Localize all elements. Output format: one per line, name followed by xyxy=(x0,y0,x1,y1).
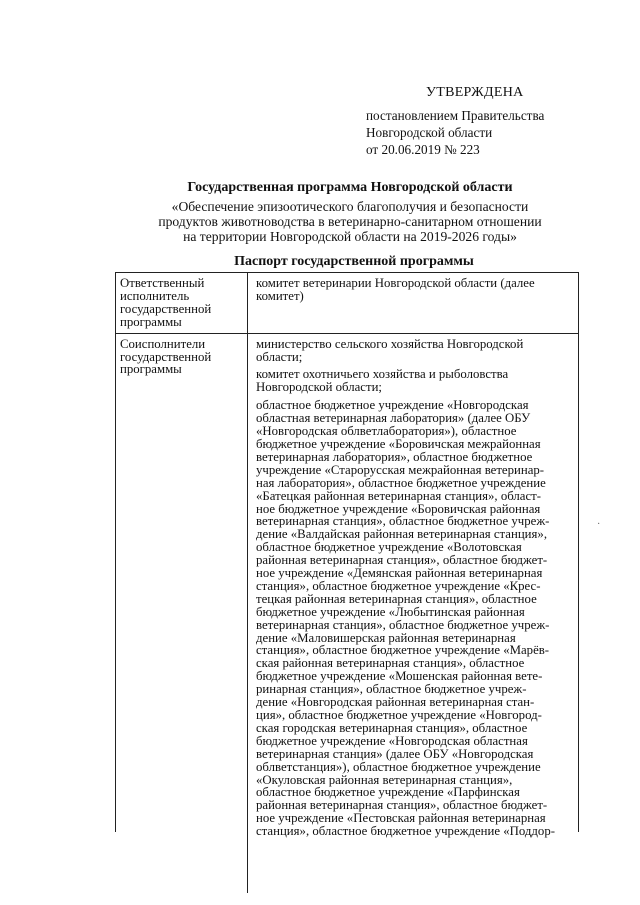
value-line: ская городская ветеринарная станция», областное xyxy=(256,720,528,735)
approval-line: постановлением Правительства xyxy=(366,108,545,123)
value-line: ное учреждение «Пестовская районная ветеринарная xyxy=(256,811,546,826)
program-subtitle-line: «Обеспечение эпизоотического благополучия и безопасности xyxy=(171,199,529,214)
value-line: бюджетное учреждение «Боровичская межрайонная xyxy=(256,436,541,451)
value-line: станция», областное бюджетное учреждение «Поддор- xyxy=(256,824,555,839)
stray-mark: · xyxy=(597,519,601,530)
value-line: районная ветеринарная станция», областное бюджет- xyxy=(256,553,548,568)
program-title: Государственная программа Новгородской области xyxy=(187,180,513,195)
row-label-cell xyxy=(116,273,248,333)
value-line: области; xyxy=(256,349,303,364)
table-row xyxy=(116,334,578,893)
table-row xyxy=(116,273,578,334)
value-line: областное бюджетное учреждение «Волотовская xyxy=(256,540,522,555)
value-line: Новгородской области; xyxy=(256,380,382,395)
row-label-line: Соисполнители xyxy=(120,336,206,351)
program-subtitle-line: продуктов животноводства в ветеринарно-санитарном отношении xyxy=(158,214,542,229)
value-line: дение «Маловишерская районная ветеринарная xyxy=(256,630,516,645)
value-paragraph xyxy=(256,277,574,303)
value-line: ветеринарная станция» (далее ОБУ «Новгородская xyxy=(256,746,534,761)
value-paragraph xyxy=(256,368,574,394)
row-label-line: Ответственный xyxy=(120,276,205,290)
approval-line: Новгородской области xyxy=(366,125,493,140)
value-paragraph xyxy=(256,399,574,838)
value-paragraph xyxy=(256,338,574,364)
approval-heading: УТВЕРЖДЕНА xyxy=(426,85,524,100)
value-line: ветеринарная станция», областное бюджетное учреж- xyxy=(256,617,550,632)
passport-table xyxy=(115,272,579,839)
value-line: станция», областное бюджетное учреждение «Крес- xyxy=(256,578,541,593)
approval-line: от 20.06.2019 № 223 xyxy=(366,142,480,157)
row-value-cell xyxy=(248,273,578,333)
value-line: комитет ветеринарии Новгородской области (далее xyxy=(256,276,535,290)
row-label-line: программы xyxy=(120,314,182,329)
value-line: ная лаборатория», областное бюджетное учреждение xyxy=(256,475,546,490)
value-line: областное бюджетное учреждение «Новгородская xyxy=(256,398,529,413)
value-line: облветстанция»), областное бюджетное учреждение xyxy=(256,759,541,774)
program-title-block xyxy=(90,180,610,244)
row-label-cell xyxy=(116,334,248,893)
value-line: комитет охотничьего хозяйства и рыболовства xyxy=(256,367,509,382)
program-subtitle-line: на территории Новгородской области на 2019-2026 годы» xyxy=(183,229,517,244)
value-line: областное бюджетное учреждение «Парфинская xyxy=(256,785,520,800)
value-line: областная ветеринарная лаборатория» (далее ОБУ xyxy=(256,411,531,426)
value-line: министерство сельского хозяйства Новгородской xyxy=(256,336,524,351)
value-line: станция», областное бюджетное учреждение «Марёв- xyxy=(256,643,550,658)
row-label-line: исполнитель xyxy=(120,288,190,303)
value-line: ская районная ветеринарная станция», областное xyxy=(256,656,525,671)
passport-title: Паспорт государственной программы xyxy=(234,254,474,269)
value-line: учреждение «Старорусская межрайонная ветеринар- xyxy=(256,462,545,477)
value-line: дение «Валдайская районная ветеринарная станция», xyxy=(256,527,548,542)
approval-block xyxy=(366,84,616,158)
value-line: ное бюджетное учреждение «Боровичская районная xyxy=(256,501,541,516)
value-line: ветеринарная станция», областное бюджетное учреж- xyxy=(256,514,550,529)
row-label-line: программы xyxy=(120,362,182,377)
value-line: комитет) xyxy=(256,288,304,303)
value-line: тецкая районная ветеринарная станция», областное xyxy=(256,591,537,606)
value-line: бюджетное учреждение «Любытинская районная xyxy=(256,604,525,619)
value-line: ция», областное бюджетное учреждение «Новгород- xyxy=(256,708,542,722)
value-line: ринарная станция», областное бюджетное учреж- xyxy=(256,682,527,697)
value-line: «Окуловская районная ветеринарная станция», xyxy=(256,772,513,787)
row-label-line: государственной xyxy=(120,301,212,316)
value-line: бюджетное учреждение «Новгородская областная xyxy=(256,733,528,748)
value-line: ное учреждение «Демянская районная ветеринарная xyxy=(256,566,543,581)
value-line: «Батецкая районная ветеринарная станция», област- xyxy=(256,488,542,503)
value-line: дение «Новгородская районная ветеринарная стан- xyxy=(256,695,535,710)
row-value-cell xyxy=(248,334,578,893)
value-line: ветеринарная лаборатория», областное бюджетное xyxy=(256,449,533,464)
value-line: районная ветеринарная станция», областное бюджет- xyxy=(256,798,548,813)
row-label-line: государственной xyxy=(120,349,212,364)
value-line: бюджетное учреждение «Мошенская районная вете- xyxy=(256,669,543,684)
value-line: «Новгородская облветлаборатория»), областное xyxy=(256,424,517,439)
